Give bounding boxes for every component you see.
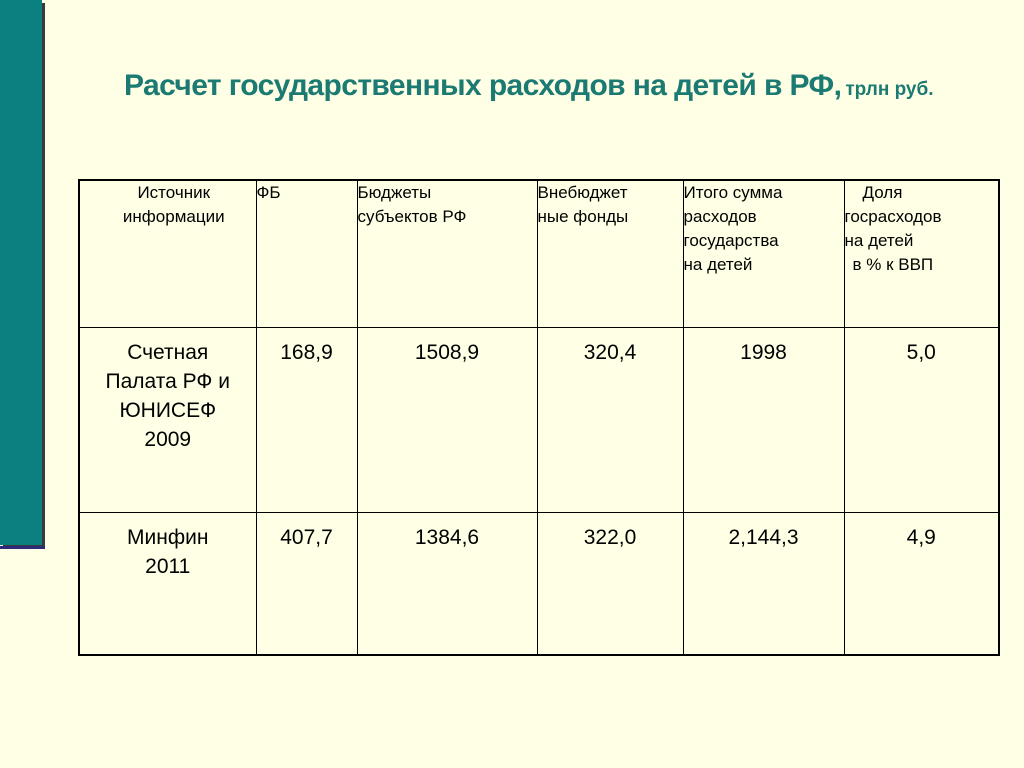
row-source-cell [79,328,256,513]
header-source-line: Источник [137,183,211,202]
header-regional-budgets-line: субъектов РФ [357,207,467,226]
slide-title-unit: трлн руб. [845,79,934,100]
cell-federal-budget: 168,9 [256,328,357,513]
side-accent-bar [0,0,42,545]
header-federal-budget [256,180,357,328]
header-extrabudgetary-line: ные фонды [537,207,629,226]
header-source [79,180,256,328]
row-source-line: Палата РФ и [105,370,230,393]
table-row [79,513,999,656]
cell-regional-budgets: 1508,9 [357,328,537,513]
row-source-line: Счетная [127,341,209,364]
header-gdp-share-line: госрасходов [844,207,942,226]
cell-total: 2,144,3 [683,513,844,656]
row-source-line: 2011 [145,555,191,578]
cell-total: 1998 [683,328,844,513]
header-gdp-share-line: Доля [862,183,903,202]
header-total-line: на детей [683,255,753,274]
table-header-row [79,180,999,328]
row-source-line: Минфин [127,526,209,549]
header-extrabudgetary-funds [537,180,683,328]
accent-bar-underline [0,546,45,549]
header-gdp-share [844,180,999,328]
header-gdp-share-line: в % к ВВП [852,255,934,274]
header-gdp-share-line: на детей [844,231,914,250]
row-source-line: 2009 [144,428,192,451]
slide-title [124,66,1004,103]
cell-gdp-share: 4,9 [844,513,999,656]
header-federal-budget-line: ФБ [256,183,281,202]
header-regional-budgets-line: Бюджеты [357,183,432,202]
header-total-line: Итого сумма [683,183,783,202]
row-source-cell [79,513,256,656]
spending-table [78,179,1000,656]
cell-regional-budgets: 1384,6 [357,513,537,656]
row-source-line: ЮНИСЕФ [119,399,217,422]
cell-extrabudgetary-funds: 320,4 [537,328,683,513]
header-extrabudgetary-line: Внебюджет [537,183,628,202]
cell-extrabudgetary-funds: 322,0 [537,513,683,656]
header-total-line: расходов [683,207,757,226]
table-row [79,328,999,513]
header-source-line: информации [122,207,225,226]
header-regional-budgets [357,180,537,328]
slide-title-main: Расчет государственных расходов на детей в РФ, [124,69,842,102]
cell-gdp-share: 5,0 [844,328,999,513]
header-total-line: государства [683,231,779,250]
cell-federal-budget: 407,7 [256,513,357,656]
header-total [683,180,844,328]
